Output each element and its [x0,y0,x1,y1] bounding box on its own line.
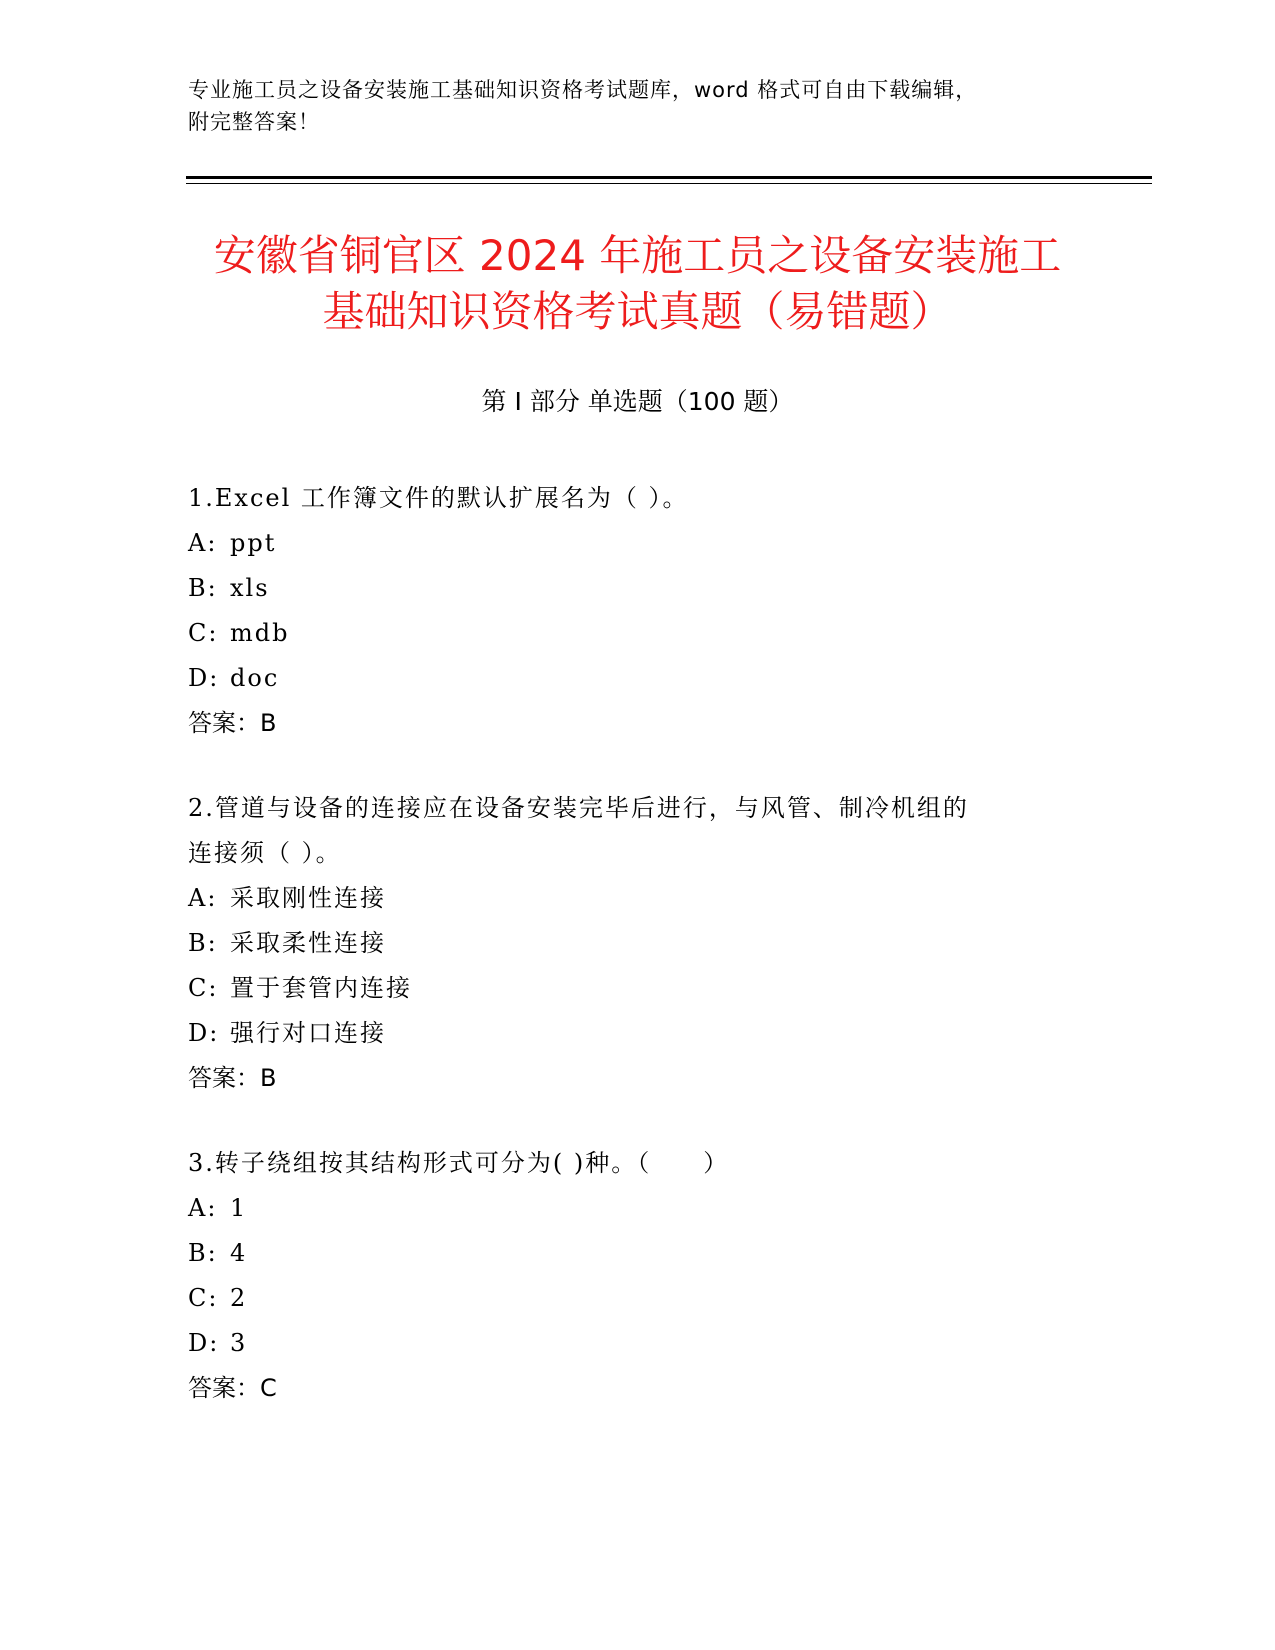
question-stem-line-2: 连接须（ ）。 [188,839,342,867]
option-d [188,1321,1088,1366]
option-letter: C: [188,974,219,1002]
answer: 答案：B [188,709,277,737]
option-c [188,1276,1088,1321]
option-letter: A: [188,529,218,557]
option-letter: A: [188,1194,218,1222]
option-letter: D: [188,664,220,692]
header-note-line-2: 附完整答案！ [188,110,320,134]
question-list [188,476,1088,1451]
option-d [188,1011,1088,1056]
question-stem: 1.Excel 工作簿文件的默认扩展名为（ ）。 [188,484,689,512]
option-text: ppt [230,529,277,557]
option-letter: C: [188,619,219,647]
option-letter: B: [188,574,218,602]
option-c [188,611,1088,656]
option-text: 2 [230,1284,248,1312]
option-letter: C: [188,1284,219,1312]
question-stem: 3.转子绕组按其结构形式可分为( )种。（ ） [188,1149,730,1177]
question-1 [188,476,1088,746]
question-2 [188,786,1088,1101]
section-title: 第 I 部分 单选题（100 题） [481,387,794,416]
option-text: 1 [230,1194,248,1222]
header-divider-thick [186,176,1152,179]
option-text: 4 [230,1239,248,1267]
option-a [188,521,1088,566]
option-b [188,921,1088,966]
option-text: 3 [230,1329,248,1357]
option-b [188,566,1088,611]
option-text: doc [230,664,280,692]
question-stem-line-1: 2.管道与设备的连接应在设备安装完毕后进行，与风管、制冷机组的 [188,794,969,822]
option-letter: A: [188,884,218,912]
option-letter: B: [188,1239,218,1267]
header-divider-thin [186,183,1152,184]
document-title-line-2: 基础知识资格考试真题（易错题） [322,287,953,336]
option-text: 采取柔性连接 [230,929,386,957]
option-text: 置于套管内连接 [230,974,412,1002]
option-c [188,966,1088,1011]
option-letter: D: [188,1019,220,1047]
option-d [188,656,1088,701]
header-note [188,74,1088,138]
document-title-line-1: 安徽省铜官区 2024 年施工员之设备安装施工 [213,231,1062,280]
answer: 答案：C [188,1374,277,1402]
option-letter: B: [188,929,218,957]
option-letter: D: [188,1329,220,1357]
document-title [150,228,1125,340]
option-text: 采取刚性连接 [230,884,386,912]
header-note-line-1: 专业施工员之设备安装施工基础知识资格考试题库，word 格式可自由下载编辑， [188,78,978,102]
option-b [188,1231,1088,1276]
option-a [188,1186,1088,1231]
question-3 [188,1141,1088,1411]
option-text: 强行对口连接 [230,1019,386,1047]
option-text: xls [230,574,270,602]
option-text: mdb [230,619,290,647]
answer: 答案：B [188,1064,277,1092]
option-a [188,876,1088,921]
